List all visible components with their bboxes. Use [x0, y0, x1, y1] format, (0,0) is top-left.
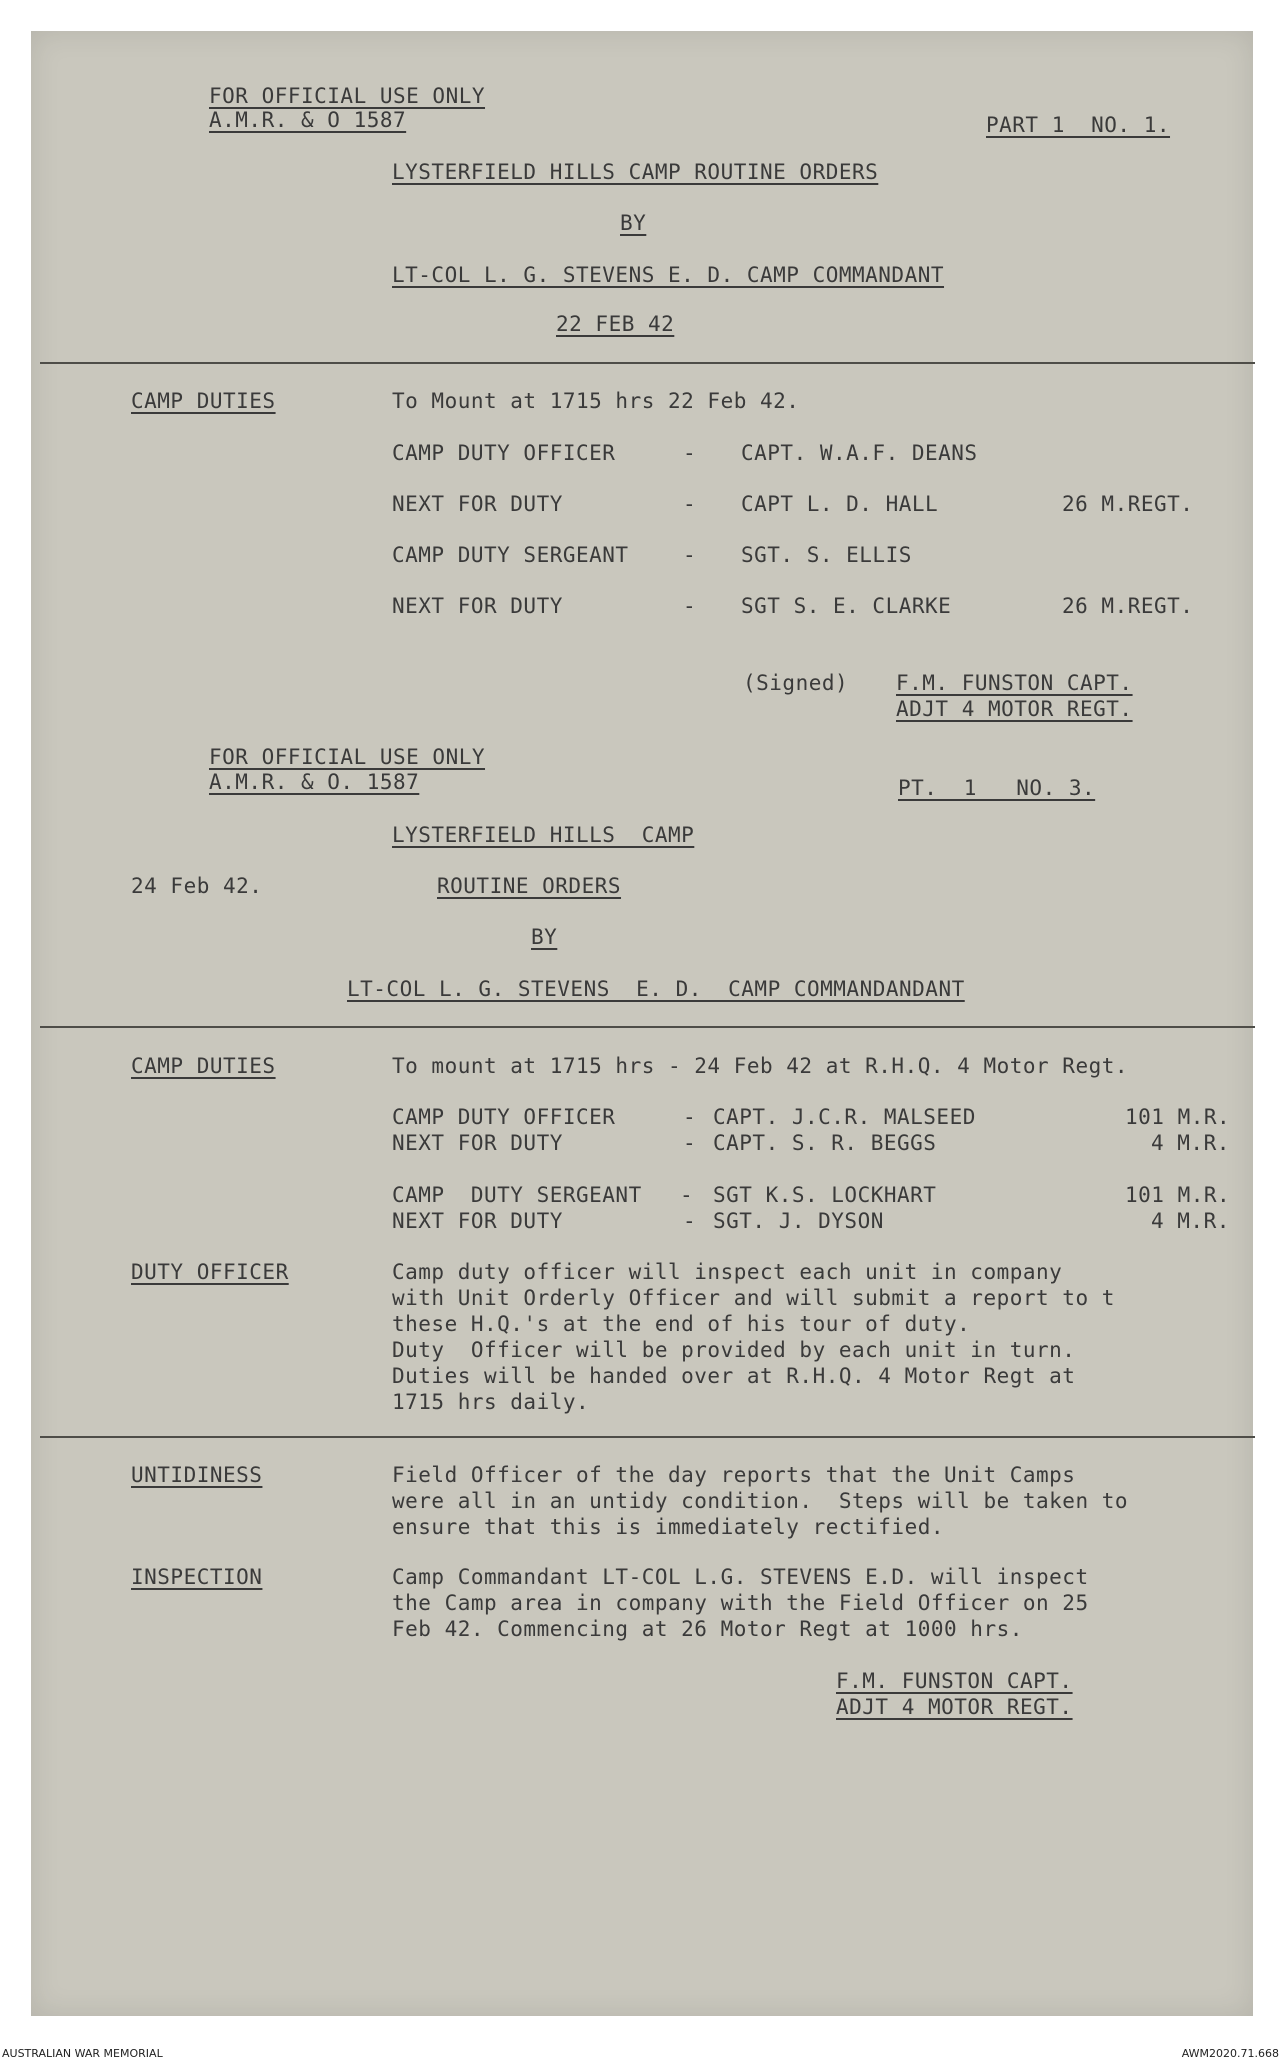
commandant-line: LT-COL L. G. STEVENS E. D. CAMP COMMANDANT: [392, 263, 945, 287]
duty-unit: 101 M.R.: [1125, 1183, 1231, 1207]
official-use-label: FOR OFFICIAL USE ONLY: [209, 745, 486, 769]
inspection-text: Camp Commandant LT-COL L.G. STEVENS E.D. will inspect the Camp area in company with the Field Officer on 25 Feb 42. Commencing at 26 Motor Regt at 1000 hrs.: [392, 1565, 1089, 1641]
signature-name: F.M. FUNSTON CAPT.: [896, 671, 1133, 695]
duty-name: SGT. J. DYSON: [713, 1209, 884, 1233]
duty-officer-text: Camp duty officer will inspect each unit in company with Unit Orderly Officer and will submit a report to t these H.Q.'s at the end of his tour of duty. Duty Officer will be provided by each unit in turn. Duties will be handed over at R.H.Q. 4 Motor Regt at 1715 hrs daily.: [392, 1260, 1115, 1414]
duty-name: SGT S. E. CLARKE: [741, 594, 952, 618]
part-number: PT. 1 NO. 3.: [898, 776, 1096, 800]
duty-name: CAPT. W.A.F. DEANS: [741, 441, 978, 465]
section-heading-untidiness: UNTIDINESS: [131, 1463, 263, 1487]
duty-dash: -: [683, 492, 697, 516]
order-title: LYSTERFIELD HILLS CAMP: [392, 823, 695, 847]
commandant-line: LT-COL L. G. STEVENS E. D. CAMP COMMANDANDANT: [347, 977, 965, 1001]
duty-role: CAMP DUTY OFFICER: [392, 1105, 616, 1129]
duty-role: CAMP DUTY SERGEANT: [392, 1183, 642, 1207]
duty-role: NEXT FOR DUTY: [392, 594, 563, 618]
signature-title: ADJT 4 MOTOR REGT.: [896, 697, 1133, 721]
duty-name: SGT K.S. LOCKHART: [713, 1183, 937, 1207]
order-by: BY: [531, 925, 558, 949]
duty-dash: -: [683, 441, 697, 465]
amr-reference: A.M.R. & O 1587: [209, 108, 407, 132]
order-date: 22 FEB 42: [556, 312, 675, 336]
mount-instruction: To Mount at 1715 hrs 22 Feb 42.: [392, 389, 800, 413]
duty-dash: -: [683, 1105, 697, 1129]
duty-role: NEXT FOR DUTY: [392, 492, 563, 516]
order-subtitle: ROUTINE ORDERS: [437, 874, 622, 898]
signature-name: F.M. FUNSTON CAPT.: [836, 1669, 1073, 1693]
section-divider: [40, 362, 1255, 364]
order-date: 24 Feb 42.: [131, 874, 263, 898]
duty-unit: 4 M.R.: [1151, 1131, 1230, 1155]
signature-title: ADJT 4 MOTOR REGT.: [836, 1695, 1073, 1719]
duty-unit: 26 M.REGT.: [1062, 594, 1194, 618]
order-title: LYSTERFIELD HILLS CAMP ROUTINE ORDERS: [392, 160, 879, 184]
duty-unit: 4 M.R.: [1151, 1209, 1230, 1233]
duty-role: NEXT FOR DUTY: [392, 1209, 563, 1233]
duty-unit: 101 M.R.: [1125, 1105, 1231, 1129]
signed-label: (Signed): [743, 671, 849, 695]
duty-role: NEXT FOR DUTY: [392, 1131, 563, 1155]
duty-dash: -: [683, 594, 697, 618]
duty-role: CAMP DUTY OFFICER: [392, 441, 616, 465]
section-heading-inspection: INSPECTION: [131, 1565, 263, 1589]
part-number: PART 1 NO. 1.: [986, 113, 1171, 137]
footer-catalogue-number: AWM2020.71.668: [1181, 2047, 1279, 2060]
duty-dash: -: [680, 1183, 694, 1207]
duty-name: CAPT L. D. HALL: [741, 492, 939, 516]
mount-instruction: To mount at 1715 hrs - 24 Feb 42 at R.H.Q. 4 Motor Regt.: [392, 1054, 1129, 1078]
section-divider: [40, 1436, 1255, 1438]
duty-name: SGT. S. ELLIS: [741, 543, 912, 567]
section-divider: [40, 1026, 1255, 1028]
section-heading-duty-officer: DUTY OFFICER: [131, 1260, 289, 1284]
order-by: BY: [620, 211, 647, 235]
duty-unit: 26 M.REGT.: [1062, 492, 1194, 516]
official-use-label: FOR OFFICIAL USE ONLY: [209, 84, 486, 108]
duty-dash: -: [683, 543, 697, 567]
amr-reference: A.M.R. & O. 1587: [209, 770, 420, 794]
section-heading-camp-duties: CAMP DUTIES: [131, 1054, 276, 1078]
section-heading-camp-duties: CAMP DUTIES: [131, 389, 276, 413]
duty-name: CAPT. J.C.R. MALSEED: [713, 1105, 976, 1129]
untidiness-text: Field Officer of the day reports that the Unit Camps were all in an untidy condition. Steps will be taken to ensure that this is immediately rectified.: [392, 1463, 1129, 1539]
duty-dash: -: [683, 1209, 697, 1233]
duty-name: CAPT. S. R. BEGGS: [713, 1131, 937, 1155]
duty-role: CAMP DUTY SERGEANT: [392, 543, 629, 567]
duty-dash: -: [683, 1131, 697, 1155]
footer-credit: AUSTRALIAN WAR MEMORIAL: [2, 2047, 163, 2060]
